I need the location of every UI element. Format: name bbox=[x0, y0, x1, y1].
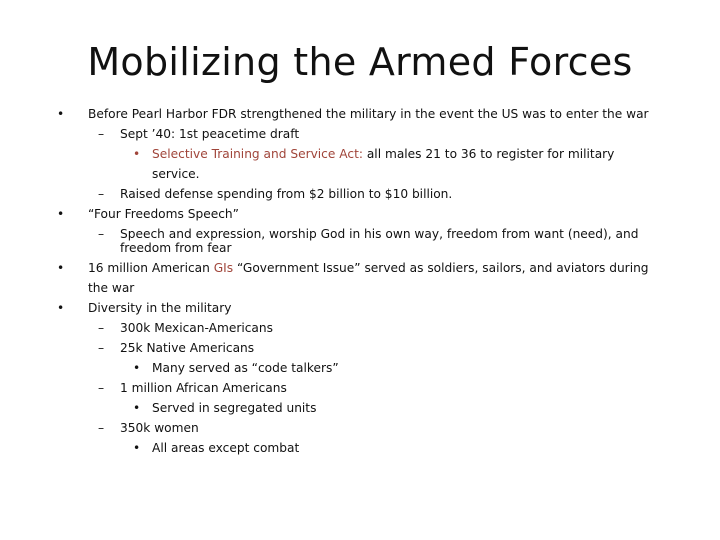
dash-marker: – bbox=[98, 227, 105, 241]
bullet-text: “Government Issue” served as soldiers, sailors, and aviators during the war bbox=[88, 261, 649, 295]
sub-sub-bullet-text: all males 21 to 36 to register for military service. bbox=[152, 147, 615, 181]
sub-bullet-text: Raised defense spending from $2 billion to $10 billion. bbox=[120, 187, 453, 201]
bullet-marker: • bbox=[57, 301, 65, 315]
sub-bullet-defense-spending bbox=[55, 184, 665, 204]
sub-bullet-text: 300k Mexican-Americans bbox=[120, 321, 273, 335]
dash-marker: – bbox=[98, 381, 105, 395]
bullet-marker: • bbox=[133, 147, 141, 161]
bullet-pre-pearl-harbor bbox=[55, 104, 665, 124]
dash-marker: – bbox=[98, 321, 105, 335]
slide-title: Mobilizing the Armed Forces bbox=[87, 40, 633, 84]
sub-bullet-text: Sept ’40: 1st peacetime draft bbox=[120, 127, 300, 141]
bullet-text: Before Pearl Harbor FDR strengthened the military in the event the US was to enter the war bbox=[88, 107, 649, 121]
highlight-term: GIs bbox=[213, 261, 234, 275]
bullet-marker: • bbox=[57, 107, 65, 121]
dash-marker: – bbox=[98, 187, 105, 201]
bullet-marker: • bbox=[133, 401, 141, 415]
sub-bullet-text: 350k women bbox=[120, 421, 199, 435]
sub-bullet-african-americans bbox=[55, 378, 665, 398]
highlight-term: Selective Training and Service Act: bbox=[152, 147, 363, 161]
dash-marker: – bbox=[98, 127, 105, 141]
dash-marker: – bbox=[98, 421, 105, 435]
sub-bullet-text: 1 million African Americans bbox=[120, 381, 287, 395]
sub-bullet-mexican-americans bbox=[55, 318, 665, 338]
sub-bullet-native-americans bbox=[55, 338, 665, 358]
bullet-text: 16 million American bbox=[88, 261, 214, 275]
bullet-diversity bbox=[55, 298, 665, 318]
sub-sub-bullet-selective-service bbox=[55, 144, 665, 184]
sub-sub-bullet-text: Many served as “code talkers” bbox=[152, 361, 339, 375]
sub-sub-bullet-code-talkers bbox=[55, 358, 665, 378]
bullet-text: “Four Freedoms Speech” bbox=[88, 207, 239, 221]
bullet-marker: • bbox=[57, 207, 65, 221]
slide-body bbox=[55, 104, 665, 458]
sub-sub-bullet-text: All areas except combat bbox=[152, 441, 300, 455]
sub-bullet-women bbox=[55, 418, 665, 438]
sub-bullet-draft bbox=[55, 124, 665, 144]
bullet-four-freedoms bbox=[55, 204, 665, 224]
sub-sub-bullet-segregated-units bbox=[55, 398, 665, 418]
bullet-marker: • bbox=[57, 261, 65, 275]
sub-sub-bullet-except-combat bbox=[55, 438, 665, 458]
sub-bullet-text: 25k Native Americans bbox=[120, 341, 255, 355]
sub-sub-bullet-text: Served in segregated units bbox=[152, 401, 317, 415]
bullet-marker: • bbox=[133, 441, 141, 455]
bullet-marker: • bbox=[133, 361, 141, 375]
sub-bullet-text: Speech and expression, worship God in his own way, freedom from want (need), and freedom from fear bbox=[120, 227, 639, 255]
bullet-text: Diversity in the military bbox=[88, 301, 232, 315]
dash-marker: – bbox=[98, 341, 105, 355]
bullet-gis bbox=[55, 258, 665, 298]
sub-bullet-freedoms-list bbox=[55, 224, 665, 258]
